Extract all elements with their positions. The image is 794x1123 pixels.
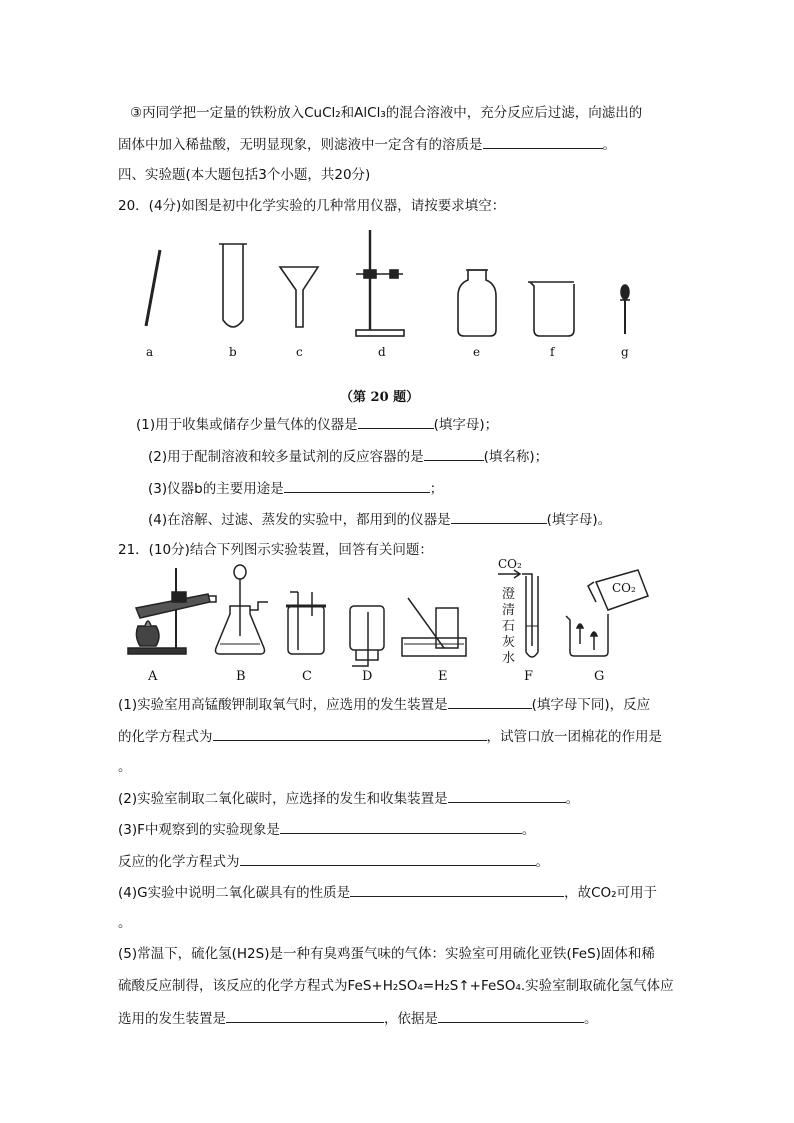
section-heading: 四、实验题(本大题包括3个小题，共20分) xyxy=(118,167,371,183)
question-19-part3-line2 xyxy=(118,134,616,155)
question-21-part1-line3: 。 xyxy=(118,759,132,775)
label-d: d xyxy=(378,345,386,359)
question-text: (填名称)； xyxy=(483,449,549,465)
test-tube-icon xyxy=(219,244,247,327)
question-text: ； xyxy=(429,481,444,497)
question-21-part4-line2: 。 xyxy=(118,915,132,931)
instrument-figure xyxy=(118,222,678,372)
question-text: 。 xyxy=(521,822,536,838)
label-F: F xyxy=(524,669,534,684)
answer-blank[interactable] xyxy=(350,882,564,897)
question-text: (1)实验室用高锰酸钾制取氧气时，应选用的发生装置是 xyxy=(118,697,448,713)
question-21-part3-line1 xyxy=(118,819,535,840)
beaker-icon xyxy=(528,282,574,336)
question-text: 选用的发生装置是 xyxy=(118,1011,226,1027)
question-19-part3-line1: ③丙同学把一定量的铁粉放入CuCl₂和AlCl₃的混合溶液中，充分反应后过滤，向滤出的 xyxy=(130,105,643,121)
question-21-part5-line3 xyxy=(118,1008,598,1029)
question-text: 的化学方程式为 xyxy=(118,729,213,745)
question-20-part2 xyxy=(148,446,548,467)
question-20-part1 xyxy=(136,414,498,435)
question-21-part1-line2 xyxy=(118,726,662,747)
question-text: (3)仪器b的主要用途是 xyxy=(148,481,284,497)
lime-water-char-3: 石 xyxy=(502,619,516,634)
question-21-part4-line1 xyxy=(118,882,657,903)
punctuation: 。 xyxy=(602,137,616,153)
question-21-part3-line2 xyxy=(118,851,549,872)
answer-blank[interactable] xyxy=(284,478,430,493)
question-21-part5-line2: 硫酸反应制得，该反应的化学方程式为FeS+H₂SO₄=H₂S↑+FeSO₄.实验室制取硫化氢气体应 xyxy=(118,978,674,994)
question-text: 。 xyxy=(584,1011,598,1027)
label-a: a xyxy=(146,345,154,359)
answer-blank[interactable] xyxy=(358,414,434,429)
apparatus-figure xyxy=(118,556,678,688)
question-text: 。 xyxy=(565,791,580,807)
answer-blank[interactable] xyxy=(448,694,532,709)
apparatus-b-icon xyxy=(216,565,269,654)
question-text: ，故CO₂可用于 xyxy=(564,885,658,901)
label-b: b xyxy=(229,345,237,359)
lime-water-char-4: 灰 xyxy=(502,635,516,650)
answer-blank[interactable] xyxy=(483,134,603,149)
question-text: 固体中加入稀盐酸，无明显现象，则滤液中一定含有的溶质是 xyxy=(118,137,483,153)
label-c: c xyxy=(296,345,303,359)
question-text: 反应的化学方程式为 xyxy=(118,854,240,870)
label-g: g xyxy=(621,345,629,359)
question-text: (2)实验室制取二氧化碳时，应选择的发生和收集装置是 xyxy=(118,791,448,807)
label-f: f xyxy=(550,345,555,359)
gas-bottle-icon xyxy=(458,270,496,336)
question-text: (填字母)。 xyxy=(546,512,612,528)
figure-caption: （第 20 题） xyxy=(340,390,420,405)
question-text: (3)F中观察到的实验现象是 xyxy=(118,822,280,838)
question-21-title: 21．(10分)结合下列图示实验装置，回答有关问题： xyxy=(118,542,433,558)
question-20-title: 20．(4分)如图是初中化学实验的几种常用仪器，请按要求填空： xyxy=(118,198,506,214)
answer-blank[interactable] xyxy=(451,509,547,524)
question-text: ，试管口放一团棉花的作用是 xyxy=(486,729,662,745)
question-21-part2 xyxy=(118,788,579,809)
question-text: (2)用于配制溶液和较多量试剂的反应容器的是 xyxy=(148,449,424,465)
label-D: D xyxy=(362,669,373,684)
question-21-part1-line1 xyxy=(118,694,650,715)
lime-water-char-2: 清 xyxy=(502,603,516,618)
question-text: (4)在溶解、过滤、蒸发的实验中，都用到的仪器是 xyxy=(148,512,451,528)
iron-stand-icon xyxy=(356,230,404,336)
answer-blank[interactable] xyxy=(226,1008,384,1023)
label-E: E xyxy=(438,669,448,684)
question-text: (填字母下同)，反应 xyxy=(531,697,651,713)
answer-blank[interactable] xyxy=(280,819,522,834)
apparatus-c-icon xyxy=(286,592,326,654)
label-e: e xyxy=(473,345,481,359)
lime-water-char-1: 澄 xyxy=(502,587,516,602)
answer-blank[interactable] xyxy=(213,726,487,741)
lime-water-char-5: 水 xyxy=(502,651,516,666)
dropper-icon xyxy=(620,285,630,334)
question-text: (1)用于收集或储存少量气体的仪器是 xyxy=(136,417,358,433)
apparatus-e-icon xyxy=(402,598,466,656)
question-20-part4 xyxy=(148,509,611,530)
question-21-part5-line1: (5)常温下，硫化氢(H2S)是一种有臭鸡蛋气味的气体：实验室可用硫化亚铁(FeS)固体和稀 xyxy=(118,946,655,962)
question-text: (填字母)； xyxy=(433,417,499,433)
question-text: ，依据是 xyxy=(384,1011,438,1027)
co2-label-g: CO₂ xyxy=(612,581,636,595)
label-G: G xyxy=(594,669,605,684)
question-text: (4)G实验中说明二氧化碳具有的性质是 xyxy=(118,885,351,901)
answer-blank[interactable] xyxy=(240,851,536,866)
co2-label-f: CO₂ xyxy=(498,557,522,571)
answer-blank[interactable] xyxy=(438,1008,584,1023)
answer-blank[interactable] xyxy=(448,788,566,803)
answer-blank[interactable] xyxy=(424,446,484,461)
glass-rod-icon xyxy=(146,250,160,326)
label-C: C xyxy=(302,669,312,684)
apparatus-d-icon xyxy=(350,606,384,666)
funnel-icon xyxy=(280,267,318,327)
apparatus-a-icon xyxy=(128,568,216,654)
label-A: A xyxy=(148,669,158,684)
question-text: 。 xyxy=(535,854,549,870)
question-20-part3 xyxy=(148,478,443,499)
label-B: B xyxy=(236,669,246,684)
